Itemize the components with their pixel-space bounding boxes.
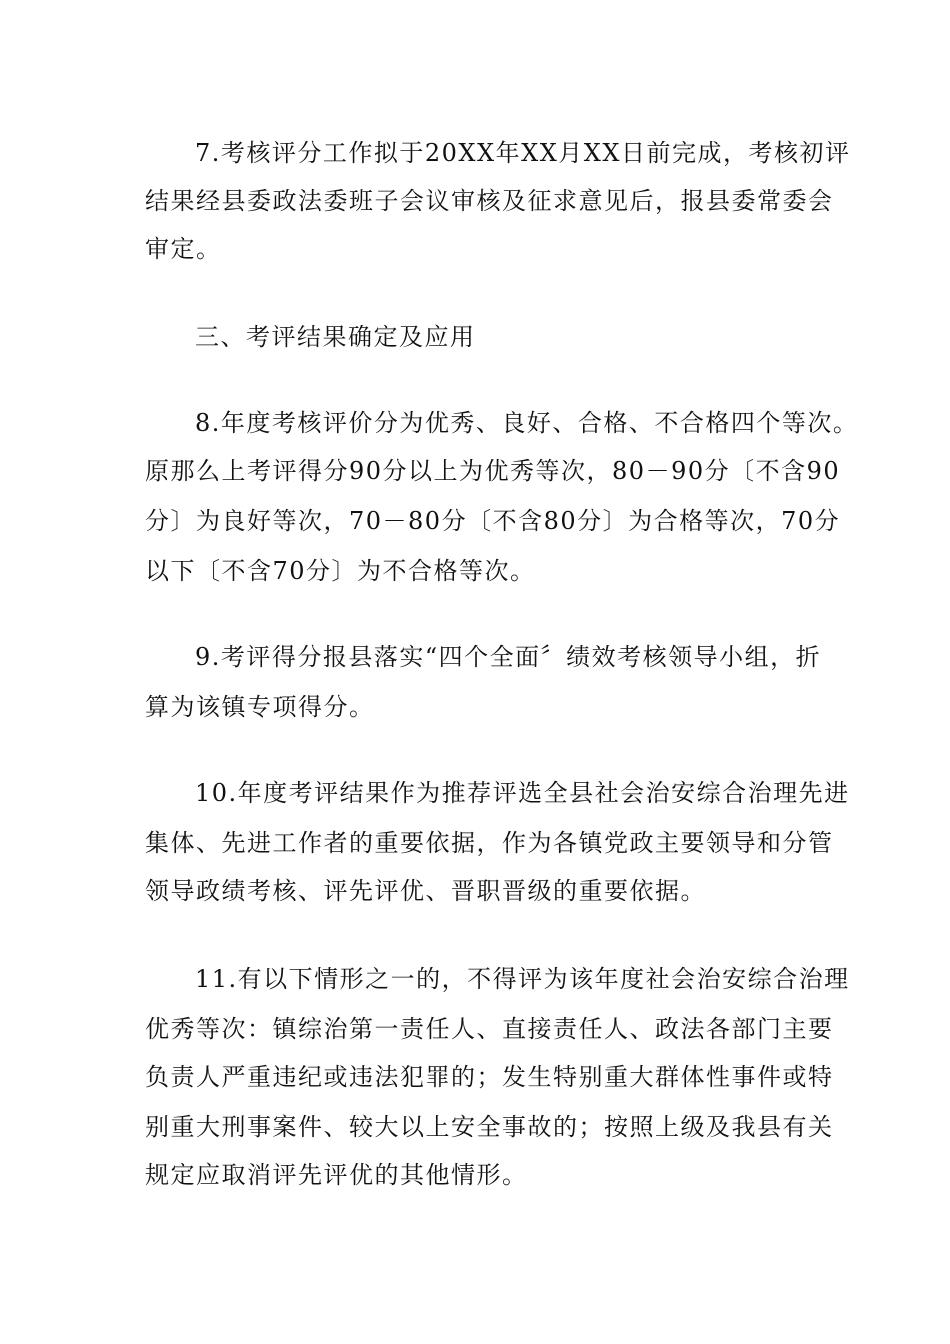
paragraph-line: 负责人严重违纪或违法犯罪的；发生特别重大群体性事件或特 [145,1063,834,1091]
paragraph-line: 以下〔不含70分〕为不合格等次。 [145,557,536,585]
paragraph-line: 分〕为良好等次，70－80分〔不含80分〕为合格等次，70分 [145,507,841,535]
paragraph-line: 算为该镇专项得分。 [145,693,375,721]
paragraph-line: 原那么上考评得分90分以上为优秀等次，80－90分〔不含90 [145,457,841,485]
paragraph-line: 结果经县委政法委班子会议审核及征求意见后，报县委常委会 [145,187,834,215]
paragraph-line: 优秀等次：镇综治第一责任人、直接责任人、政法各部门主要 [145,1015,834,1043]
paragraph-line: 规定应取消评先评优的其他情形。 [145,1161,528,1189]
section-heading-text: 三、考评结果确定及应用 [195,323,476,351]
paragraph-line: 11.有以下情形之一的，不得评为该年度社会治安综合治理 [195,965,850,993]
paragraph-line: 别重大刑事案件、较大以上安全事故的；按照上级及我县有关 [145,1113,834,1141]
paragraph-line: 7.考核评分工作拟于20XX年XX月XX日前完成，考核初评 [195,139,851,167]
paragraph-line: 8.年度考核评价分为优秀、良好、合格、不合格四个等次。 [195,409,859,437]
paragraph-line: 领导政绩考核、评先评优、晋职晋级的重要依据。 [145,877,706,905]
paragraph-line: 9.考评得分报县落实“四个全面〞绩效考核领导小组，折 [195,643,822,671]
paragraph-line: 10.年度考评结果作为推荐评选全县社会治安综合治理先进 [195,779,850,807]
paragraph-line: 集体、先进工作者的重要依据，作为各镇党政主要领导和分管 [145,829,834,857]
paragraph-line: 审定。 [145,235,222,263]
